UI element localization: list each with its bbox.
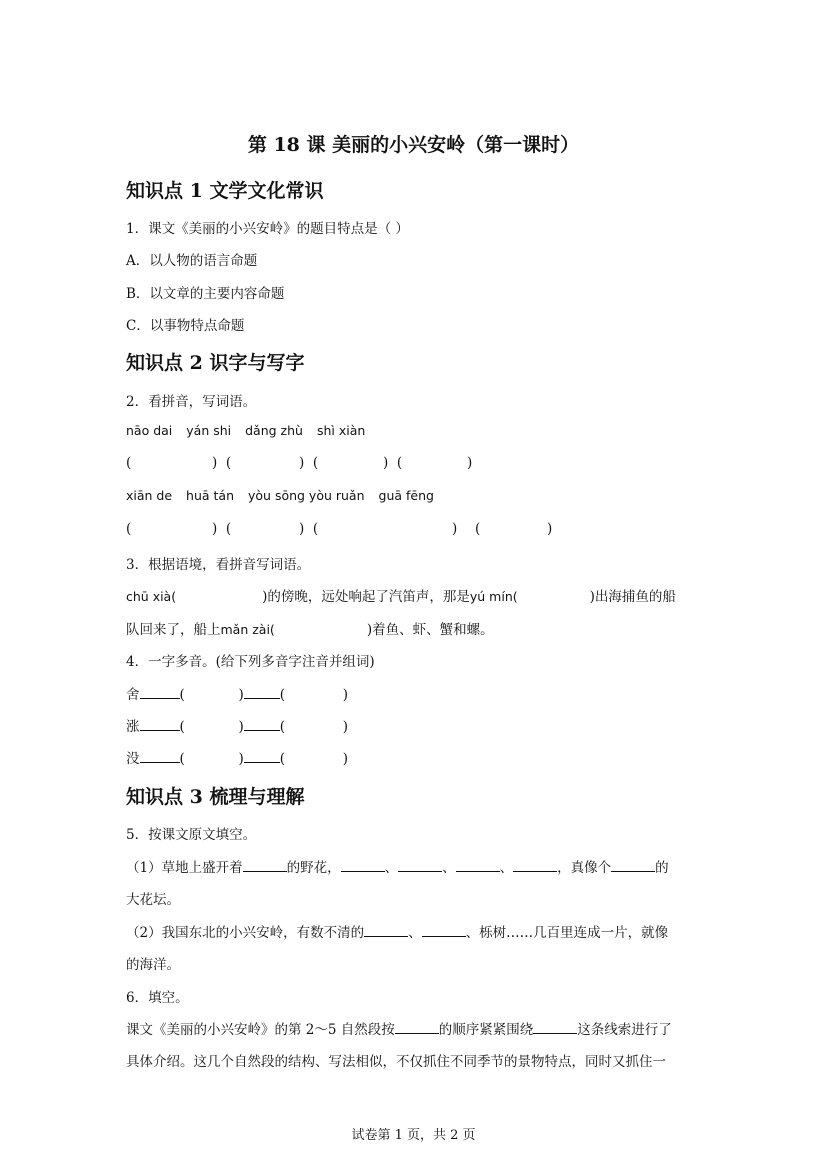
polyphone-char: 涨 [126,719,140,735]
question-6-line-1 [126,1018,672,1038]
page-title: 第 18 课 美丽的小兴安岭（第一课时） [247,134,580,156]
section-heading-2: 知识点 2 识字与写字 [126,352,305,374]
pinyin-item: huā tán [186,488,235,503]
question-2-pinyin-row-2 [126,488,444,503]
question-text: )出海捕鱼的船 [589,589,676,605]
question-2-pinyin-row-1 [126,423,375,438]
question-2-answer-row-1: ( ) ( ) ( ) ( ) [126,455,473,471]
pinyin-item: xiān de [126,488,173,503]
question-5-stem: 5．按课文原文填空。 [126,827,257,843]
question-text: （1）草地上盛开着 [126,860,243,876]
question-text: 这条线索进行了 [577,1022,672,1038]
pinyin-item: yán shi [186,423,232,438]
question-5-part-2-cont: 的海洋。 [126,957,180,973]
pinyin-item: shì xiàn [316,423,366,438]
question-text: )的傍晚，远处响起了汽笛声，那是 [262,589,470,605]
question-5-part-1: （1）草地上盛开着 的野花， 、 、 、 ，真像个 的 [126,860,669,876]
pinyin-item: yòu sōng yòu ruǎn [248,488,365,503]
question-3-line-2 [126,618,494,638]
page-footer: 试卷第 1 页，共 2 页 [351,1128,476,1143]
question-text: 课文《美丽的小兴安岭》的第 2～5 自然段按 [126,1022,395,1038]
section-heading-1: 知识点 1 文学文化常识 [126,180,324,202]
question-3-stem: 3．根据语境，看拼音写词语。 [126,557,311,573]
pinyin-item: dǎng zhù [245,423,303,438]
question-text: （2）我国东北的小兴安岭，有数不清的 [126,925,365,941]
question-6-stem: 6．填空。 [126,990,189,1006]
pinyin-prompt: yú mín( [469,589,518,604]
section-heading-3: 知识点 3 梳理与理解 [126,786,305,808]
question-text: ，真像个 [557,860,612,876]
question-1-option-b: B．以文章的主要内容命题 [126,286,285,302]
question-2-stem: 2．看拼音，写词语。 [126,394,257,410]
question-5-part-1-cont: 大花坛。 [126,892,180,908]
question-4-stem: 4．一字多音。(给下列多音字注音并组词) [126,654,375,670]
question-4-row-3: 没 ( ) ( ) [126,751,349,767]
question-4-row-2: 涨 ( ) ( ) [126,719,349,735]
question-3-line-1 [126,585,676,605]
question-text: )着鱼、虾、蟹和螺。 [366,622,494,638]
pinyin-prompt: mǎn zài( [220,622,275,637]
question-text: 的 [655,860,669,876]
question-1-option-a: A．以人物的语言命题 [126,253,258,269]
question-4-row-1: 舍 ( ) ( ) [126,687,349,703]
question-5-part-2 [126,921,668,941]
question-6-line-2: 具体介绍。这几个自然段的结构、写法相似，不仅抓住不同季节的景物特点，同时又抓住一 [126,1054,666,1070]
polyphone-char: 舍 [126,687,140,703]
pinyin-item: nāo dai [126,423,173,438]
pinyin-prompt: chū xià( [126,589,177,604]
question-text: 、 [408,925,422,941]
question-1-option-c: C．以事物特点命题 [126,318,245,334]
pinyin-item: guā fēng [378,488,434,503]
question-text: 的顺序紧紧围绕 [438,1022,534,1038]
question-1-stem: 1．课文《美丽的小兴安岭》的题目特点是（ ） [126,221,409,237]
question-text: 队回来了，船上 [126,622,221,638]
question-2-answer-row-2: ( ) ( ) ( ) ( ) [126,521,553,537]
polyphone-char: 没 [126,751,140,767]
question-text: 、栎树……几百里连成一片，就像 [465,925,669,941]
question-text: 的野花， [286,860,341,876]
